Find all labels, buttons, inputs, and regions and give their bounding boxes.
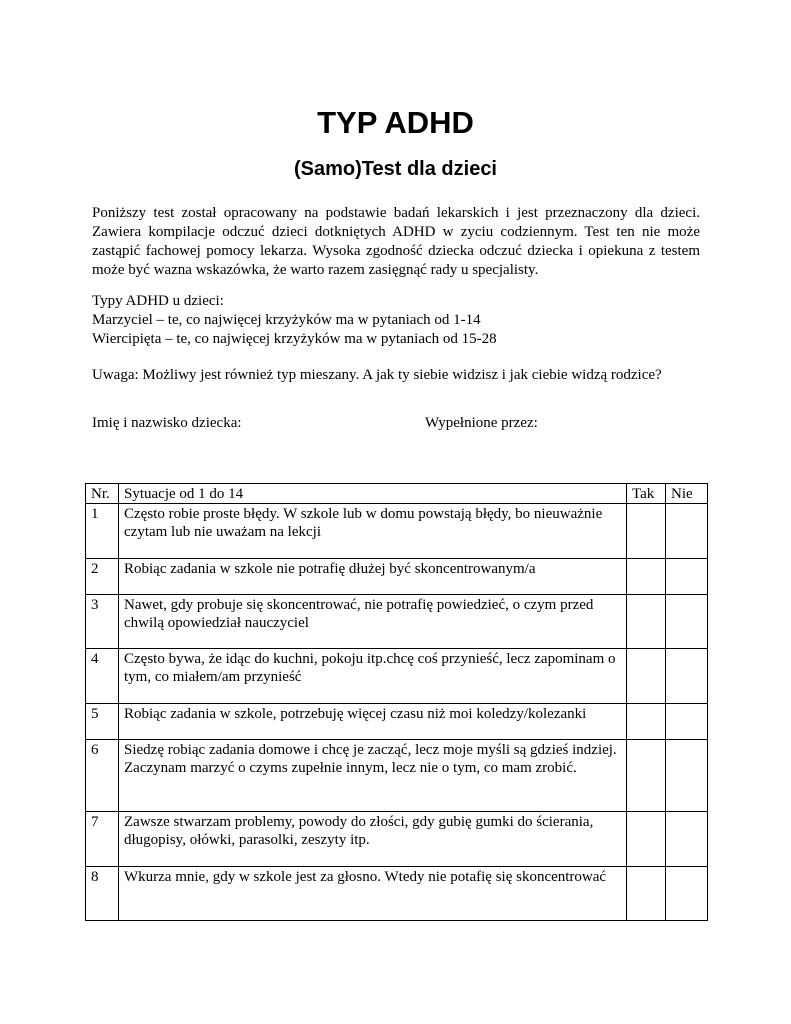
row-text: Często robie proste błędy. W szkole lub w domu powstają błędy, bo nieuważnie czytam lub nie uważam na lekcji [119,504,627,559]
yes-checkbox-cell[interactable] [627,704,666,740]
yes-checkbox-cell[interactable] [627,559,666,595]
row-number: 8 [86,867,119,921]
row-number: 1 [86,504,119,559]
table-row [86,504,708,559]
no-checkbox-cell[interactable] [666,740,708,812]
row-text: Siedzę robiąc zadania domowe i chcę je zacząć, lecz moje myśli są gdzieś indziej. Zaczynam marzyć o czyms zupełnie innym, lecz nie o tym, co mam zrobić. [119,740,627,812]
no-checkbox-cell[interactable] [666,504,708,559]
row-number: 3 [86,595,119,649]
no-checkbox-cell[interactable] [666,704,708,740]
row-text: Robiąc zadania w szkole, potrzebuję więcej czasu niż moi koledzy/kolezanki [119,704,627,740]
no-checkbox-cell[interactable] [666,867,708,921]
questionnaire-table [85,483,708,921]
intro-paragraph: Poniższy test został opracowany na podstawie badań lekarskich i jest przeznaczony dla dzieci. Zawiera kompilacje odczuć dzieci dotkniętych ADHD w zyciu codziennym. Test ten nie może zastąpić fachowej pomocy lekarza. Wysoka zgodność dziecka odczuć dziecka i opiekuna z testem może być wazna wskazówka, że warto razem zasięgnąć rady u specjalisty. [92,205,700,278]
row-number: 6 [86,740,119,812]
yes-checkbox-cell[interactable] [627,867,666,921]
table-row [86,867,708,921]
row-number: 7 [86,812,119,867]
no-checkbox-cell[interactable] [666,595,708,649]
no-checkbox-cell[interactable] [666,559,708,595]
table-row [86,704,708,740]
header-no: Nie [666,484,708,504]
type-fidget: Wiercipięta – te, co najwięcej krzyżyków ma w pytaniach od 15-28 [92,331,497,347]
type-dreamer: Marzyciel – te, co najwięcej krzyżyków ma w pytaniach od 1-14 [92,312,481,328]
row-text: Robiąc zadania w szkole nie potrafię dłużej być skoncentrowanym/a [119,559,627,595]
no-checkbox-cell[interactable] [666,812,708,867]
table-row [86,559,708,595]
yes-checkbox-cell[interactable] [627,595,666,649]
page-subtitle: (Samo)Test dla dzieci [293,158,497,180]
row-text: Często bywa, że idąc do kuchni, pokoju itp.chcę coś przynieść, lecz zapominam o tym, co miałem/am przynieść [119,649,627,704]
table-row [86,595,708,649]
header-yes: Tak [627,484,666,504]
child-name-label: Imię i nazwisko dziecka: [92,415,242,431]
note: Uwaga: Możliwy jest również typ mieszany. A jak ty siebie widzisz i jak ciebie widzą rodzice? [92,367,662,383]
table-header-row [86,484,708,504]
no-checkbox-cell[interactable] [666,649,708,704]
row-text: Wkurza mnie, gdy w szkole jest za głosno. Wtedy nie potafię się skoncentrować [119,867,627,921]
yes-checkbox-cell[interactable] [627,649,666,704]
adhd-types [92,292,712,349]
row-text: Nawet, gdy probuje się skoncentrować, nie potrafię powiedzieć, o czym przed chwilą opowiedział nauczyciel [119,595,627,649]
table-row [86,740,708,812]
filled-by-label: Wypełnione przez: [425,415,538,431]
row-number: 5 [86,704,119,740]
header-situation: Sytuacje od 1 do 14 [119,484,627,504]
row-text: Zawsze stwarzam problemy, powody do złości, gdy gubię gumki do ścierania, długopisy, ołówki, parasolki, zeszyty itp. [119,812,627,867]
yes-checkbox-cell[interactable] [627,504,666,559]
types-heading: Typy ADHD u dzieci: [92,293,224,309]
table-row [86,812,708,867]
header-nr: Nr. [86,484,119,504]
yes-checkbox-cell[interactable] [627,812,666,867]
row-number: 2 [86,559,119,595]
row-number: 4 [86,649,119,704]
yes-checkbox-cell[interactable] [627,740,666,812]
page-title: TYP ADHD [317,105,474,140]
table-row [86,649,708,704]
